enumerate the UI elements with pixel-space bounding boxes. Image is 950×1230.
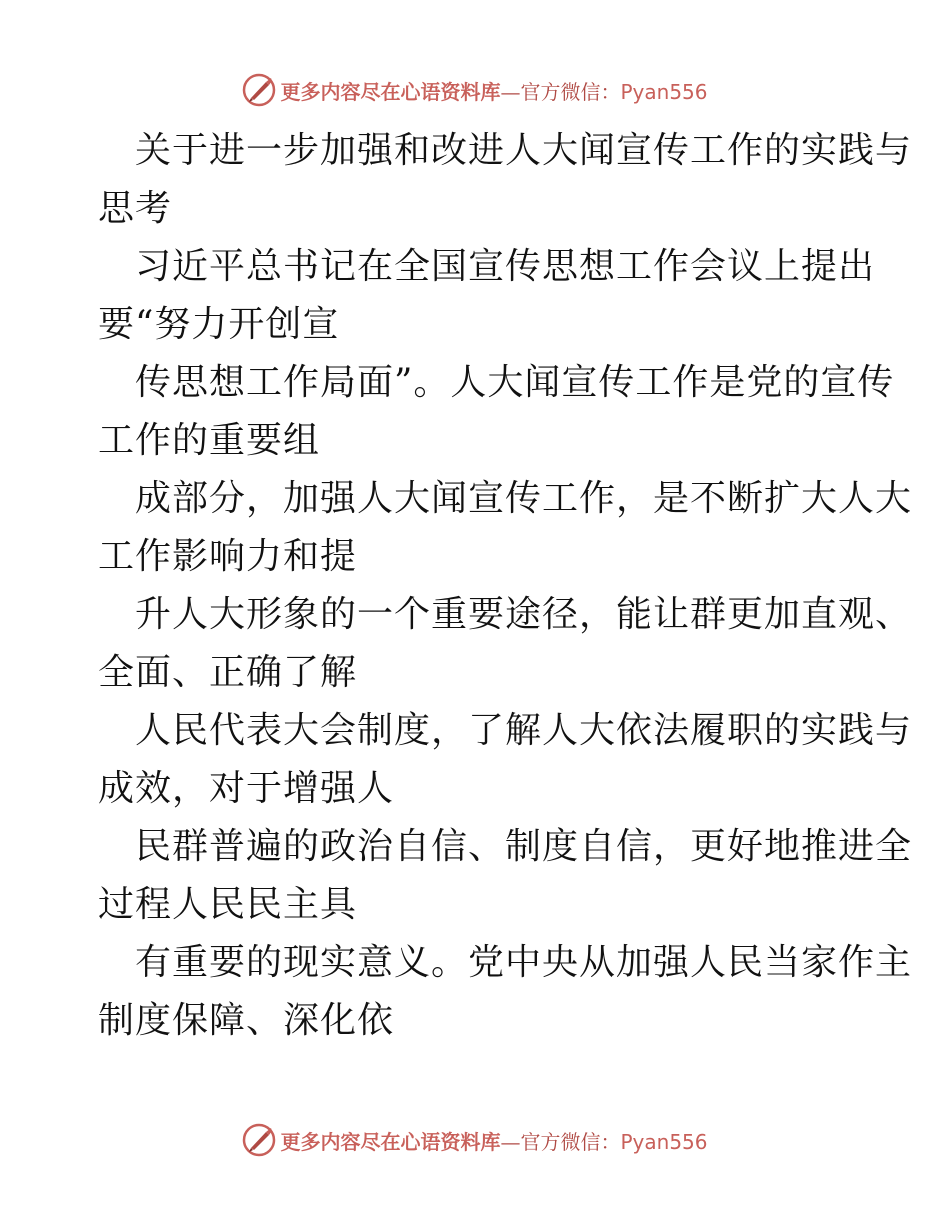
paragraph-line: 全面、正确了解 [98,652,358,693]
paragraph-line: 民群普遍的政治自信、制度自信，更好地推进全 [135,826,913,867]
title-line-1: 关于进一步加强和改进人大闻宣传工作的实践与 [135,130,913,171]
paragraph-line: 升人大形象的一个重要途径，能让群更加直观、 [135,594,913,635]
document-body [0,122,950,1050]
title-line-2: 思考 [98,188,173,229]
paragraph-line: 过程人民民主具 [98,884,358,925]
paragraph-line: 工作的重要组 [98,420,321,461]
quill-pen-icon [242,1123,276,1157]
header-text: 更多内容尽在心语资料库—官方微信：Pyan556 [280,79,708,104]
paragraph-line: 人民代表大会制度，了解人大依法履职的实践与 [135,710,913,751]
paragraph-line: 制度保障、深化依 [98,1000,395,1041]
footer-text: 更多内容尽在心语资料库—官方微信：Pyan556 [280,1129,708,1154]
paragraph-line: 要“努力开创宣 [98,304,340,345]
paragraph-line: 传思想工作局面”。人大闻宣传工作是党的宣传 [135,362,895,403]
paragraph-line: 成部分，加强人大闻宣传工作，是不断扩大人大 [135,478,913,519]
paragraph-line: 工作影响力和提 [98,536,358,577]
quill-pen-icon [242,73,276,107]
footer-banner [0,1120,950,1160]
header-banner [0,70,950,110]
paragraph-line: 有重要的现实意义。党中央从加强人民当家作主 [135,942,913,983]
paragraph-line: 成效，对于增强人 [98,768,395,809]
paragraph-line: 习近平总书记在全国宣传思想工作会议上提出 [135,246,876,287]
